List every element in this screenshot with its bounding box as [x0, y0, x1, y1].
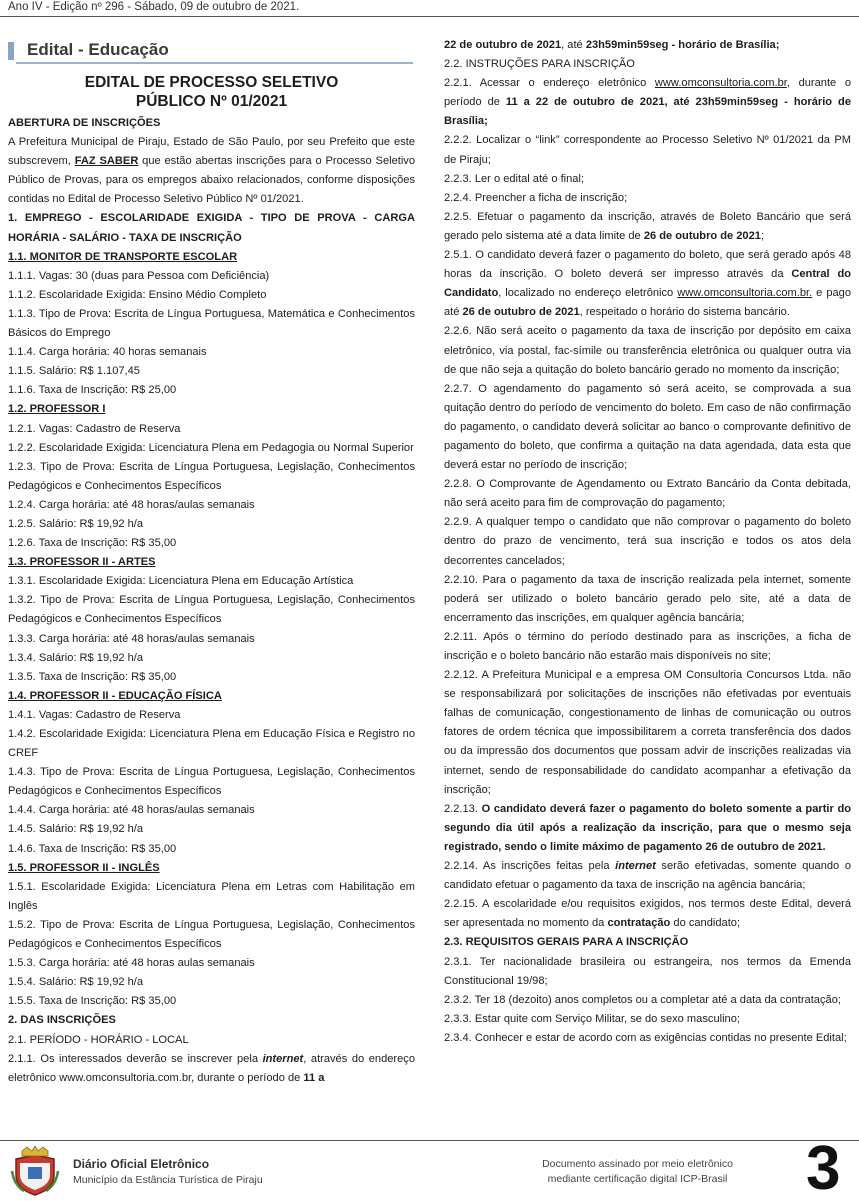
text-run: 2.2.11. Após o término do período destinado para as inscrições, a ficha de inscrição e o boleto bancário não estarão mais disponíveis no site; — [444, 630, 851, 662]
text-run: ; — [760, 229, 765, 242]
paragraph — [444, 628, 851, 666]
issue-header: Ano IV - Edição nº 296 - Sábado, 09 de outubro de 2021. — [8, 1, 300, 13]
paragraph — [8, 496, 415, 515]
paragraph — [444, 895, 851, 933]
text-run: Central do Candidato — [444, 268, 852, 300]
text-run: 1.1.5. Salário: R$ 1.107,45 — [8, 365, 140, 378]
text-run: 1.2.1. Vagas: Cadastro de Reserva — [8, 422, 181, 435]
text-run: 1.3.1. Escolaridade Exigida: Licenciatura Plena em Educação Artística — [8, 575, 354, 588]
page-number: 3 — [806, 1134, 841, 1203]
footer-subtitle: Município da Estância Turística de Piraju — [73, 1174, 263, 1186]
text-run: 1.3.5. Taxa de Inscrição: R$ 35,00 — [8, 670, 177, 683]
paragraph — [8, 992, 415, 1011]
text-run: www.omconsultoria.com.br. — [677, 287, 813, 300]
section-accent-bar — [8, 42, 14, 60]
text-run: 1.4.3. Tipo de Prova: Escrita de Língua Portuguesa, Legislação, Conhecimentos Pedagógicos e Conhecimentos Específicos — [8, 766, 415, 798]
text-run: 2.2.8. O Comprovante de Agendamento ou Extrato Bancário da Conta debitada, não será aceito para fim de comprovação do pagamento; — [444, 478, 851, 510]
text-run: 1.5.3. Carga horária: até 48 horas aulas semanais — [8, 957, 255, 970]
section-heading — [8, 38, 413, 64]
paragraph — [444, 170, 851, 189]
paragraph — [444, 991, 851, 1010]
text-run: 2.3. REQUISITOS GERAIS PARA A INSCRIÇÃO — [444, 936, 689, 949]
paragraph — [444, 953, 851, 991]
paragraph — [444, 571, 851, 628]
text-run: 1.2. PROFESSOR I — [8, 403, 106, 416]
document-title — [8, 73, 415, 111]
paragraph — [8, 801, 415, 820]
left-column — [8, 63, 415, 1088]
text-run: 2.2.5. Efetuar o pagamento da inscrição, através de Boleto Bancário que será gerado pelo sistema até a data limite de — [444, 210, 851, 242]
paragraph — [444, 36, 851, 55]
text-run: , durante o período de — [444, 77, 851, 109]
text-run: 2. DAS INSCRIÇÕES — [8, 1014, 116, 1027]
text-run: 2.2.2. Localizar o “link” correspondente ao Processo Seletivo Nº 01/2021 da PM de Piraju; — [444, 134, 851, 166]
paragraph — [8, 572, 415, 591]
paragraph — [8, 362, 415, 381]
paragraph — [8, 286, 415, 305]
text-run: 2.2.14. As inscrições feitas pela — [444, 860, 616, 873]
text-run: 1.2.4. Carga horária: até 48 horas/aulas semanais — [8, 498, 255, 511]
text-run: 2.2.1. Acessar o endereço eletrônico — [444, 77, 655, 90]
paragraph — [8, 916, 415, 954]
text-run: 1.3. PROFESSOR II - ARTES — [8, 556, 156, 569]
text-run: 2.3.3. Estar quite com Serviço Militar, se do sexo masculino; — [444, 1012, 740, 1025]
text-run: 2.2.13. — [444, 802, 482, 815]
paragraph — [8, 630, 415, 649]
section-label: Edital - Educação — [27, 40, 169, 59]
text-run: 1.4.2. Escolaridade Exigida: Licenciatura Plena em Educação Física e Registro no CREF — [8, 728, 415, 760]
paragraph — [8, 458, 415, 496]
text-run: 26 de outubro de 2021 — [462, 306, 580, 319]
text-run: 1.4.4. Carga horária: até 48 horas/aulas semanais — [8, 804, 255, 817]
paragraph — [8, 114, 415, 133]
paragraph — [8, 954, 415, 973]
text-run: internet — [262, 1052, 304, 1065]
text-run: , localizado no endereço eletrônico — [498, 287, 678, 300]
text-run: 2.2. INSTRUÇÕES PARA INSCRIÇÃO — [444, 58, 635, 71]
paragraph — [444, 208, 851, 246]
title-line-1: EDITAL DE PROCESSO SELETIVO — [84, 74, 339, 91]
text-run: 2.2.3. Ler o edital até o final; — [444, 172, 584, 185]
paragraph — [8, 381, 415, 400]
text-run: 1. EMPREGO - ESCOLARIDADE EXIGIDA - TIPO DE PROVA - CARGA HORÁRIA - SALÁRIO - TAXA DE INSCRIÇÃO — [8, 212, 415, 244]
text-run: do candidato; — [670, 917, 741, 930]
text-run: 2.2.9. A qualquer tempo o candidato que não comprovar o pagamento do boleto dentro do prazo de vencimento, terá sua inscrição e todos os atos dela decorrentes cancelados; — [444, 516, 851, 567]
text-run: 2.2.4. Preencher a ficha de inscrição; — [444, 191, 628, 204]
text-run: 1.2.6. Taxa de Inscrição: R$ 35,00 — [8, 537, 177, 550]
paragraph — [444, 513, 851, 570]
text-run: e pago até — [444, 287, 851, 319]
paragraph — [444, 380, 851, 475]
paragraph — [444, 1029, 851, 1048]
text-run: 1.4.6. Taxa de Inscrição: R$ 35,00 — [8, 842, 177, 855]
text-run: 11 a 22 de outubro de 2021, até 23h59min59seg - horário de Brasília; — [444, 96, 851, 128]
paragraph — [444, 800, 851, 857]
paragraph — [8, 859, 415, 878]
paragraph — [444, 189, 851, 208]
paragraph — [444, 933, 851, 952]
text-run: 23h59min59seg - horário de Brasília; — [585, 39, 780, 51]
text-run: 2.2.6. Não será aceito o pagamento da taxa de inscrição por depósito em caixa eletrônico, via postal, fac-símile ou transferência eletrônica ou qualquer outra via de que não seja a quitação do boleto bancário gerado no momento da inscrição; — [444, 325, 851, 376]
title-line-2: PÚBLICO Nº 01/2021 — [135, 93, 288, 110]
text-run: 1.2.5. Salário: R$ 19,92 h/a — [8, 517, 144, 530]
text-run: 2.2.15. A escolaridade e/ou requisitos exigidos, nos termos deste Edital, deverá ser apresentada no momento da — [444, 898, 851, 930]
paragraph — [8, 267, 415, 286]
paragraph — [444, 857, 851, 895]
text-run: 1.5. PROFESSOR II - INGLÊS — [8, 861, 160, 874]
paragraph — [8, 591, 415, 629]
paragraph — [8, 763, 415, 801]
paragraph — [8, 248, 415, 267]
paragraph — [8, 706, 415, 725]
paragraph — [444, 322, 851, 379]
paragraph — [8, 209, 415, 247]
text-run: 1.5.4. Salário: R$ 19,92 h/a — [8, 976, 144, 989]
paragraph — [8, 820, 415, 839]
paragraph — [8, 1031, 415, 1050]
text-run: 1.5.2. Tipo de Prova: Escrita de Língua Portuguesa, Legislação, Conhecimentos Pedagógicos e Conhecimentos Específicos — [8, 918, 415, 951]
paragraph — [444, 131, 851, 169]
paragraph — [8, 343, 415, 362]
text-run: 2.2.12. A Prefeitura Municipal e a empresa OM Consultoria Concursos Ltda. não se responsabilizará por solicitações de inscrições não efetivadas por eventuais falhas de comunicação, congestionamento de linhas de comunicação ou outros fatores de ordem técnica que impossibilitarem a correta transferência dos dados ou da impressão dos documentos que possam advir de inscrições realizadas via internet, sendo de responsabilidade do candidato acompanhar a efetivação da inscrição; — [444, 669, 851, 796]
paragraph — [8, 1050, 415, 1088]
text-run: ABERTURA DE INSCRIÇÕES — [8, 117, 161, 129]
text-run: A Prefeitura Municipal de Piraju, Estado de São Paulo, por seu Prefeito que este subscrevem, — [8, 136, 415, 168]
text-run: 1.2.3. Tipo de Prova: Escrita de Língua Portuguesa, Legislação, Conhecimentos Pedagógicos e Conhecimentos Específicos — [8, 460, 415, 492]
paragraph — [444, 475, 851, 513]
text-run: contratação — [607, 917, 671, 930]
right-column — [444, 36, 851, 1048]
right-column-body — [444, 36, 851, 1048]
paragraph — [8, 840, 415, 859]
text-run: 2.3.2. Ter 18 (dezoito) anos completos ou a completar até a data da contratação; — [444, 993, 841, 1006]
text-run: 2.2.7. O agendamento do pagamento só será aceito, se comprovada a sua quitação dentro do período de vencimento do boleto. Em caso de não confirmação do pagamento, o candidato deverá solicitar ao banco o comprovante definitivo de pagamento do boleto, que confirma a quitação na data agendada, data esta que deverá estar no período de inscrição; — [444, 382, 851, 472]
text-run: 1.3.2. Tipo de Prova: Escrita de Língua Portuguesa, Legislação, Conhecimentos Pedagógicos e Conhecimentos Específicos — [8, 594, 415, 626]
paragraph — [8, 1011, 415, 1030]
text-run: 2.3.1. Ter nacionalidade brasileira ou estrangeira, nos termos da Emenda Constitucional 19/98; — [444, 955, 851, 987]
text-run: , respeitado o horário do sistema bancário. — [579, 306, 790, 319]
text-run: 2.5.1. O candidato deverá fazer o pagamento do boleto, que será gerado após 48 horas da inscrição. O boleto deverá ser impresso através da — [444, 249, 851, 281]
paragraph — [8, 515, 415, 534]
text-run: 1.3.4. Salário: R$ 19,92 h/a — [8, 651, 144, 664]
text-run: 26 de outubro de 2021 — [643, 229, 761, 242]
text-run: O candidato deverá fazer o pagamento do boleto somente a partir do segundo dia útil após a realização da inscrição, para que o mesmo seja registrado, sendo o limite máximo de pagamento 26 de outubro de 2021. — [444, 802, 852, 853]
text-run: 1.3.3. Carga horária: até 48 horas/aulas semanais — [8, 632, 255, 645]
signature-line-2: mediante certificação digital ICP-Brasil — [547, 1173, 728, 1185]
paragraph — [444, 246, 851, 322]
paragraph — [8, 133, 415, 209]
paragraph — [8, 534, 415, 553]
text-run: 1.1. MONITOR DE TRANSPORTE ESCOLAR — [8, 250, 238, 263]
footer-divider — [0, 1140, 859, 1141]
text-run: www.omconsultoria.com.br — [654, 77, 787, 90]
text-run: 22 de outubro de 2021 — [444, 39, 562, 51]
text-run: 1.1.1. Vagas: 30 (duas para Pessoa com Deficiência) — [8, 269, 270, 282]
paragraph — [8, 973, 415, 992]
paragraph — [444, 74, 851, 131]
paragraph — [444, 1010, 851, 1029]
municipal-crest-icon — [10, 1145, 60, 1197]
text-run: que estão abertas inscrições para o Processo Seletivo Público de Provas, para os empregos abaixo relacionados, conforme disposições contidas no Edital de Processo Seletivo Público Nº 01/2021. — [8, 155, 416, 206]
header-divider — [0, 16, 859, 17]
paragraph — [8, 553, 415, 572]
text-run: 1.4. PROFESSOR II - EDUCAÇÃO FÍSICA — [8, 689, 222, 702]
paragraph — [8, 420, 415, 439]
paragraph — [8, 878, 415, 916]
text-run: 2.2.10. Para o pagamento da taxa de inscrição realizada pela internet, somente poderá ser utilizado o boleto bancário gerado pelo site, até a data de encerramento das inscrições, em qualquer agência bancária; — [444, 573, 851, 624]
signature-notice — [520, 1157, 755, 1187]
footer-title: Diário Oficial Eletrônico — [73, 1157, 210, 1171]
text-run: internet — [615, 860, 656, 873]
paragraph — [8, 668, 415, 687]
paragraph — [8, 305, 415, 343]
paragraph — [444, 55, 851, 74]
paragraph — [8, 439, 415, 458]
paragraph — [8, 725, 415, 763]
paragraph — [8, 649, 415, 668]
signature-line-1: Documento assinado por meio eletrônico — [542, 1158, 733, 1170]
text-run: 2.1. PERÍODO - HORÁRIO - LOCAL — [8, 1033, 189, 1046]
text-run: , através do endereço eletrônico www.omconsultoria.com.br, durante o período de — [8, 1052, 415, 1084]
paragraph — [444, 666, 851, 800]
text-run: 1.5.5. Taxa de Inscrição: R$ 35,00 — [8, 995, 177, 1008]
text-run: 1.1.4. Carga horária: 40 horas semanais — [8, 346, 207, 359]
text-run: 11 a — [303, 1071, 325, 1084]
text-run: 1.5.1. Escolaridade Exigida: Licenciatura Plena em Letras com Habilitação em Inglês — [8, 880, 415, 912]
text-run: 1.1.6. Taxa de Inscrição: R$ 25,00 — [8, 384, 177, 397]
text-run: , até — [561, 39, 586, 51]
text-run: 1.1.3. Tipo de Prova: Escrita de Língua Portuguesa, Matemática e Conhecimentos Básicos do Emprego — [8, 307, 415, 340]
text-run: 1.4.5. Salário: R$ 19,92 h/a — [8, 823, 144, 836]
left-column-body — [8, 114, 415, 1088]
text-run: 1.2.2. Escolaridade Exigida: Licenciatura Plena em Pedagogia ou Normal Superior — [8, 441, 414, 454]
text-run: 2.1.1. Os interessados deverão se inscrever pela — [8, 1052, 263, 1065]
text-run: 1.1.2. Escolaridade Exigida: Ensino Médio Completo — [8, 288, 267, 301]
text-run: 2.3.4. Conhecer e estar de acordo com as exigências contidas no presente Edital; — [444, 1031, 847, 1044]
text-run: 1.4.1. Vagas: Cadastro de Reserva — [8, 708, 181, 721]
text-run: serão efetivadas, somente quando o candidato efetuar o pagamento da taxa de inscrição na agência bancária; — [444, 860, 851, 892]
text-run: FAZ SABER — [74, 155, 139, 168]
paragraph — [8, 400, 415, 419]
paragraph — [8, 687, 415, 706]
